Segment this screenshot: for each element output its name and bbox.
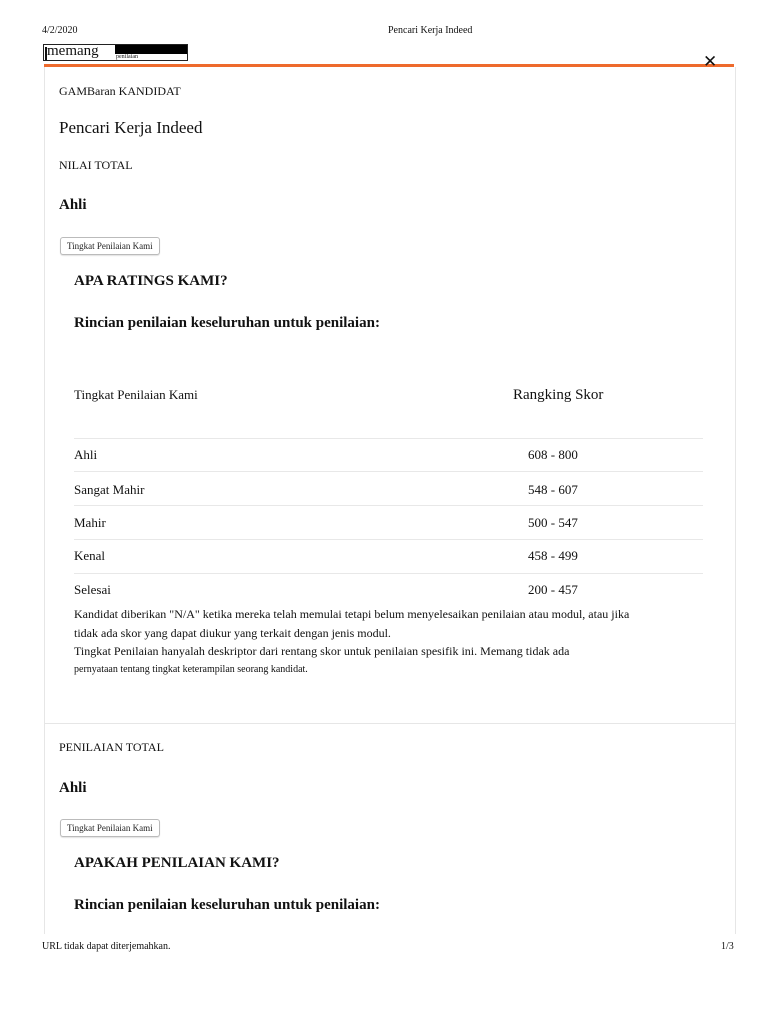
table-cell-range: 608 - 800 <box>528 447 578 462</box>
level-value: Ahli <box>59 197 87 213</box>
table-cell-range: 500 - 547 <box>528 515 578 530</box>
total-score-label: NILAI TOTAL <box>59 158 133 172</box>
table-divider <box>74 438 703 439</box>
search-sub-label: penilaian <box>116 54 138 60</box>
note-line: pernyataan tentang tingkat keterampilan seorang kandidat. <box>74 664 308 675</box>
section-kicker: GAMBaran KANDIDAT <box>59 84 181 98</box>
note-line: tidak ada skor yang dapat diukur yang terkait dengan jenis modul. <box>74 626 391 640</box>
breakdown-heading: Rincian penilaian keseluruhan untuk penilaian: <box>74 897 380 913</box>
table-divider <box>74 505 703 506</box>
print-title: Pencari Kerja Indeed <box>388 25 473 36</box>
page-number: 1/3 <box>721 941 734 952</box>
table-header-level: Tingkat Penilaian Kami <box>74 387 198 402</box>
redaction-bar <box>115 45 188 54</box>
print-date: 4/2/2020 <box>42 25 78 36</box>
level-value: Ahli <box>59 780 87 796</box>
table-cell-level: Kenal <box>74 548 106 563</box>
table-cell-range: 548 - 607 <box>528 482 578 497</box>
ratings-question: APA RATINGS KAMI? <box>74 273 228 289</box>
table-cell-level: Selesai <box>74 582 111 597</box>
table-header-score: Rangking Skor <box>513 387 604 403</box>
table-cell-level: Sangat Mahir <box>74 482 145 497</box>
note-line: Kandidat diberikan "N/A" ketika mereka telah memulai tetapi belum menyelesaikan penilaian atau modul, atau jika <box>74 607 630 621</box>
page-title: Pencari Kerja Indeed <box>59 118 203 137</box>
table-divider <box>74 471 703 472</box>
search-input[interactable] <box>43 44 188 61</box>
note-line: Tingkat Penilaian hanyalah deskriptor dari rentang skor untuk penilaian spesifik ini. Memang tidak ada <box>74 644 570 658</box>
table-divider <box>74 539 703 540</box>
table-cell-range: 200 - 457 <box>528 582 578 597</box>
breakdown-heading: Rincian penilaian keseluruhan untuk penilaian: <box>74 315 380 331</box>
total-assessment-label: PENILAIAN TOTAL <box>59 740 164 754</box>
close-icon[interactable]: ✕ <box>703 52 718 72</box>
footer-note: URL tidak dapat diterjemahkan. <box>42 941 171 952</box>
table-cell-range: 458 - 499 <box>528 548 578 563</box>
table-divider <box>74 573 703 574</box>
search-value: memang <box>47 44 99 59</box>
table-cell-level: Mahir <box>74 515 106 530</box>
rating-levels-button[interactable]: Tingkat Penilaian Kami <box>60 237 160 255</box>
ratings-question: APAKAH PENILAIAN KAMI? <box>74 855 280 871</box>
table-cell-level: Ahli <box>74 447 98 462</box>
rating-levels-button[interactable]: Tingkat Penilaian Kami <box>60 819 160 837</box>
